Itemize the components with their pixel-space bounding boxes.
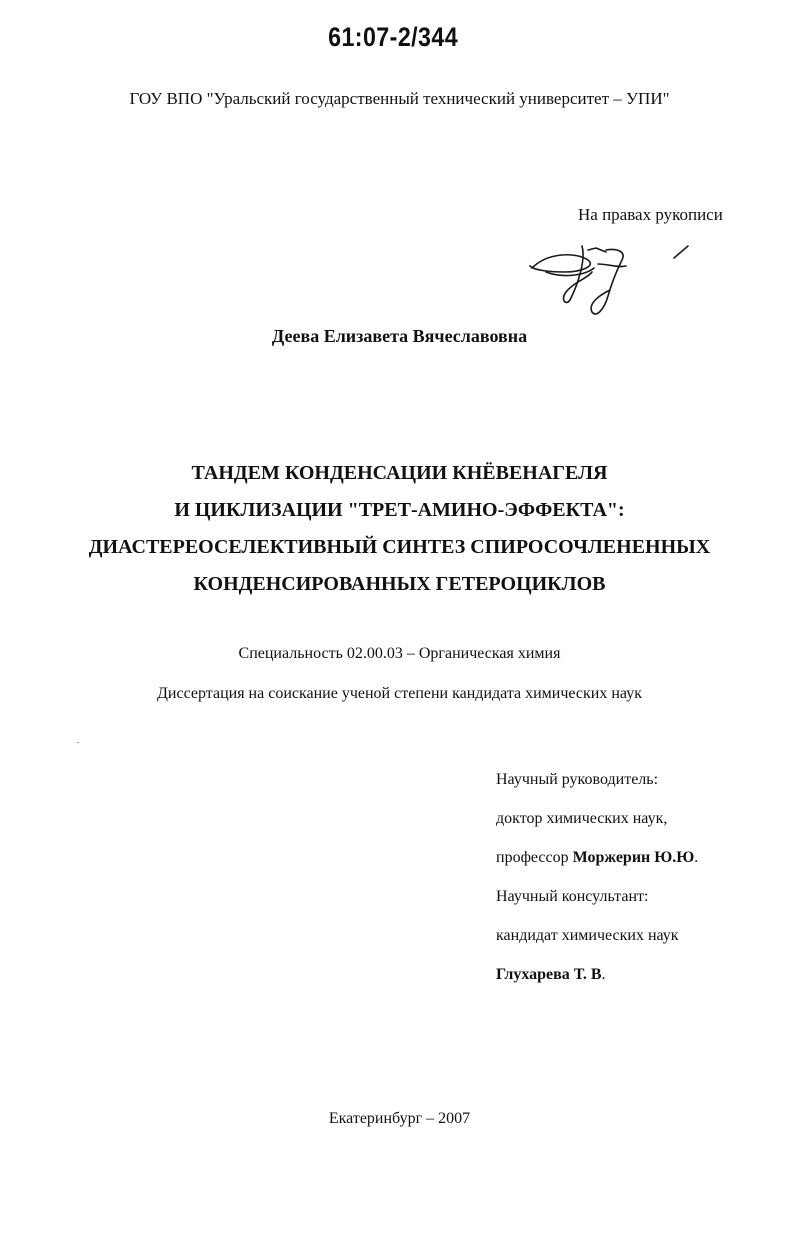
signature-icon [526,238,696,322]
supervisor-degree: доктор химических наук, [496,810,668,827]
title-line: И ЦИКЛИЗАЦИИ "ТРЕТ-АМИНО-ЭФФЕКТА": [174,499,625,521]
city-year: Екатеринбург – 2007 [328,1110,471,1127]
supervisor-line: профессор Моржерин Ю.Ю. [496,849,699,866]
author-name: Деева Елизавета Вячеславовна [271,326,528,346]
consultant-degree: кандидат химических наук [496,927,679,944]
scan-speck [77,742,79,743]
manuscript-note: На правах рукописи [578,205,723,224]
consultant-label: Научный консультант: [496,888,649,905]
supervisor-name: Моржерин Ю.Ю [572,849,695,866]
title-line: ТАНДЕМ КОНДЕНСАЦИИ КНЁВЕНАГЕЛЯ [191,462,608,484]
degree-line: Диссертация на соискание ученой степени кандидата химических наук [157,685,642,702]
institution-name: ГОУ ВПО "Уральский государственный технический университет – УПИ" [129,89,670,108]
consultant-line: Глухарева Т. В. [496,966,606,983]
library-stamp: 61:07-2/344 [328,22,459,52]
supervisor-label: Научный руководитель: [496,771,659,788]
advisors-block [496,760,698,994]
consultant-name: Глухарева Т. В [496,966,602,983]
supervisor-title: профессор [496,849,569,866]
specialty-line: Специальность 02.00.03 – Органическая химия [238,645,561,662]
dissertation-title [0,455,799,603]
title-line: КОНДЕНСИРОВАННЫХ ГЕТЕРОЦИКЛОВ [193,573,606,595]
title-line: ДИАСТЕРЕОСЕЛЕКТИВНЫЙ СИНТЕЗ СПИРОСОЧЛЕНЕННЫХ [88,536,711,558]
